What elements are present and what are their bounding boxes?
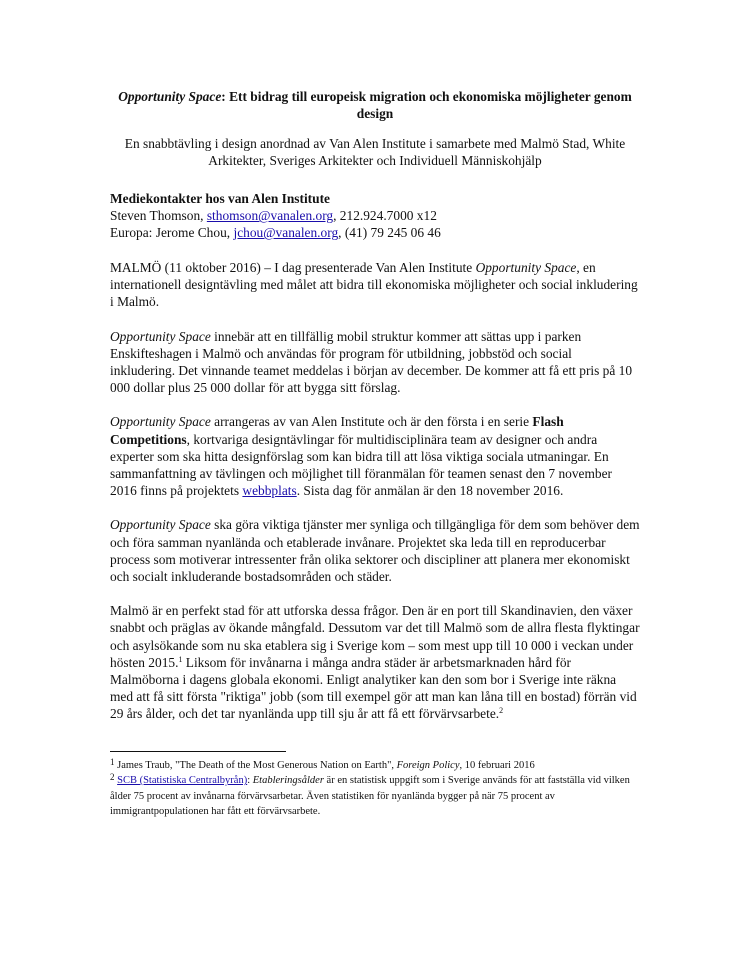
footnote-2-text-c: är en statistisk uppgift som i Sverige används för att fastställa vid vilken ålder 75 procent av invånarna förvärvsarbetar. Även statistiken för nyanlända bygger på när 75 procent av immigrantpopulationen har fått ett förvärvsarbete.	[110, 775, 630, 818]
p3-italic: Opportunity Space	[110, 414, 211, 430]
p5-text-b: Liksom för invånarna i många andra städer är arbetsmarknaden hård för Malmöborna i dagens globala ekonomi. Enligt analytiker kan den som bor i Sverige inte räkna med att få sitt första "riktiga" jobb (som till exempel gör att man kan låna till en bostad) förrän vid 29 års ålder, och det tar nyanlända upp till sju år att få ett förvärvsarbete.	[110, 654, 637, 722]
footnote-1-text-c: , 10 februari 2016	[459, 759, 535, 771]
contact-line-2	[110, 224, 640, 241]
title-italic: Opportunity Space	[118, 89, 222, 104]
footnote-1	[110, 758, 640, 774]
p2-text: innebär att en tillfällig mobil struktur kommer att sättas upp i parken Enskifteshagen i Malmö och användas för program för utbildning, jobbstöd och social inkludering. Det vinnande teamet meddelas i början av december. De kommer att få ett pris på 10 000 dollar plus 25 000 dollar för att bygga sitt förslag.	[110, 328, 633, 396]
footnote-2	[110, 773, 640, 820]
paragraph-1	[110, 259, 640, 311]
footnote-divider	[110, 751, 286, 752]
p3-text-f: . Sista dag för anmälan är den 18 november 2016.	[296, 483, 564, 499]
p4-italic: Opportunity Space	[110, 517, 211, 533]
p3-text-b: arrangeras av van Alen Institute och är den första i en serie	[210, 414, 533, 430]
p3-bold: Flash Competitions	[110, 414, 564, 447]
p1-text-c: , en internationell designtävling med målet att bidra till ekonomiska möjligheter och social inkludering i Malmö.	[110, 260, 638, 310]
footnote-2-italic: Etableringsålder	[252, 775, 324, 787]
contact-1-name: Steven Thomson,	[110, 208, 207, 223]
email-link-jchou[interactable]: jchou@vanalen.org	[233, 225, 339, 240]
scb-link[interactable]: SCB (Statistiska Centralbyrån)	[117, 775, 248, 787]
contact-line-1	[110, 207, 640, 224]
paragraph-5	[110, 602, 640, 722]
p3-text-d: , kortvariga designtävlingar för multidisciplinära team av designer och andra experter som ska hitta designförslag som kan bidra till att lösa viktiga sociala utmaningar. En sammanfattning av tävlingen och möjlighet till föranmälan för teamen senast den 7 november 2016 finns på projektets	[110, 431, 612, 499]
document-page	[110, 88, 640, 820]
footnotes	[110, 758, 640, 820]
p2-italic: Opportunity Space	[110, 328, 211, 344]
p4-text: ska göra viktiga tjänster mer synliga och tillgängliga för dem som behöver dem och föra samman nyanlända och etablerade invånare. Projektet ska leda till en reproducerbar process som motiverar intressenter från olika sektorer och discipliner att planera mer ekonomiskt och socialt inkluderande bostadsområden och städer.	[110, 517, 640, 585]
paragraph-4	[110, 516, 640, 585]
footnote-ref-2: 2	[499, 706, 504, 716]
media-contacts	[110, 190, 640, 241]
press-release-subtitle: En snabbtävling i design anordnad av Van Alen Institute i samarbete med Malmö Stad, White Arkitekter, Sveriges Arkitekter och Individuell Människohjälp	[124, 136, 626, 168]
footnote-1-number: 1	[110, 756, 115, 767]
p5-text-a: Malmö är en perfekt stad för att utforska dessa frågor. Den är en port till Skandinavien, den växer snabbt och präglas av ökande mångfald. Dessutom var det till Malmö som de allra flesta flyktingar och asylsökande som nu ska etablera sig i Sverige kom – som mest upp till 10 000 i veckan under hösten 2015.	[110, 603, 640, 670]
webbplats-link[interactable]: webbplats	[242, 483, 297, 499]
footnote-ref-1: 1	[178, 654, 183, 664]
footnote-2-text-a: :	[247, 775, 253, 787]
footnote-2-number: 2	[110, 772, 115, 783]
title-rest: : Ett bidrag till europeisk migration och ekonomiska möjligheter genom design	[221, 89, 632, 121]
p1-italic: Opportunity Space	[475, 260, 577, 275]
email-link-sthomson[interactable]: sthomson@vanalen.org	[206, 208, 334, 223]
paragraph-3	[110, 413, 640, 499]
press-release-title	[110, 88, 640, 122]
footnote-1-italic: Foreign Policy	[396, 759, 460, 771]
contact-2-name: Europa: Jerome Chou,	[110, 225, 234, 240]
p1-text-a: MALMÖ (11 oktober 2016) – I dag presenterade Van Alen Institute	[110, 260, 476, 275]
footnote-1-text-a: James Traub, "The Death of the Most Generous Nation on Earth",	[114, 759, 397, 771]
paragraph-2	[110, 328, 640, 397]
contact-2-phone: , (41) 79 245 06 46	[338, 225, 441, 240]
contact-1-phone: , 212.924.7000 x12	[333, 208, 437, 223]
media-contacts-heading: Mediekontakter hos van Alen Institute	[110, 191, 330, 206]
